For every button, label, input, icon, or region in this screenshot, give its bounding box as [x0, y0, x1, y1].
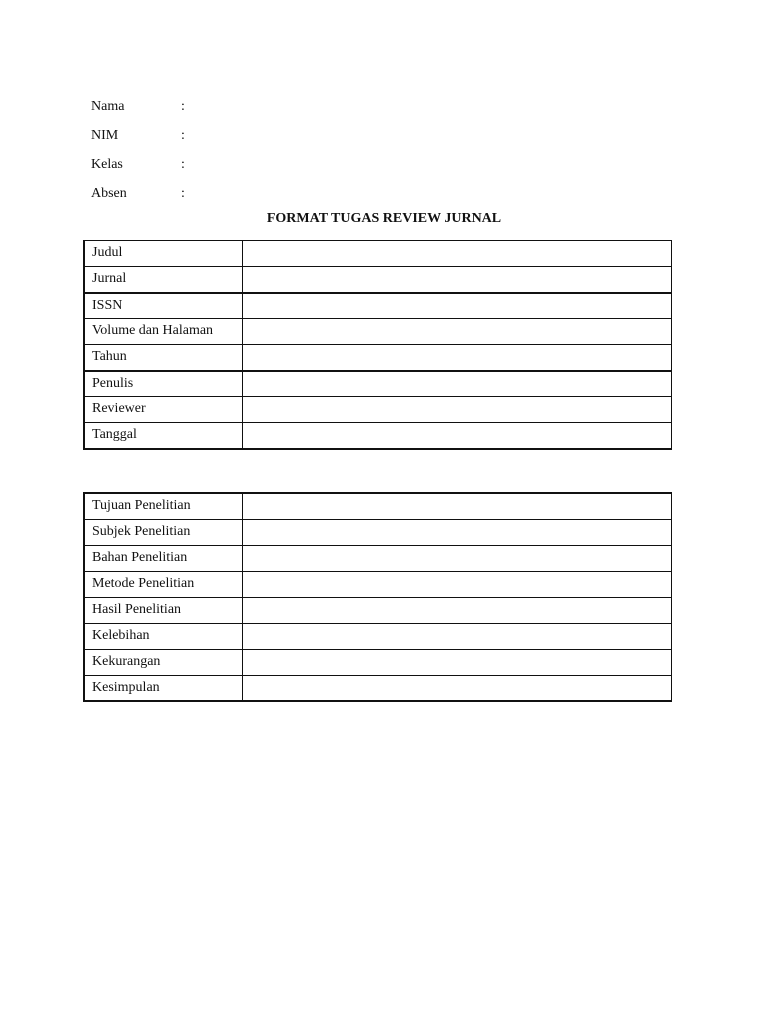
identity-row-absen [91, 179, 191, 208]
table-row [84, 571, 672, 597]
table-row [84, 623, 672, 649]
row-label: Subjek Penelitian [84, 519, 242, 545]
row-value-field[interactable] [242, 597, 672, 623]
identity-colon: : [181, 156, 185, 172]
row-value-field[interactable] [242, 319, 672, 345]
table-row [84, 545, 672, 571]
identity-label: NIM [91, 127, 119, 143]
table-row [84, 241, 672, 267]
identity-row-nama [91, 92, 191, 121]
row-value-field[interactable] [242, 371, 672, 397]
row-value-field[interactable] [242, 397, 672, 423]
row-label: Tujuan Penelitian [84, 493, 242, 519]
identity-colon: : [181, 185, 185, 201]
row-label: Bahan Penelitian [84, 545, 242, 571]
row-value-field[interactable] [242, 675, 672, 701]
table-row [84, 267, 672, 293]
row-value-field[interactable] [242, 571, 672, 597]
row-value-field[interactable] [242, 623, 672, 649]
table-row [84, 493, 672, 519]
row-value-field[interactable] [242, 293, 672, 319]
table-row [84, 675, 672, 701]
identity-block [91, 92, 191, 208]
row-value-field[interactable] [242, 241, 672, 267]
row-value-field[interactable] [242, 545, 672, 571]
row-label: Jurnal [84, 267, 242, 293]
table-row [84, 519, 672, 545]
row-value-field[interactable] [242, 423, 672, 449]
identity-row-nim [91, 121, 191, 150]
table-row [84, 371, 672, 397]
journal-info-table [83, 240, 672, 450]
row-value-field[interactable] [242, 519, 672, 545]
row-label: Penulis [84, 371, 242, 397]
row-label: Metode Penelitian [84, 571, 242, 597]
row-label: Hasil Penelitian [84, 597, 242, 623]
identity-colon: : [181, 127, 185, 143]
row-label: Reviewer [84, 397, 242, 423]
row-label: Tahun [84, 345, 242, 371]
row-value-field[interactable] [242, 493, 672, 519]
table-row [84, 345, 672, 371]
identity-row-kelas [91, 150, 191, 179]
table-row [84, 397, 672, 423]
row-value-field[interactable] [242, 345, 672, 371]
identity-label: Absen [91, 185, 127, 201]
row-label: Tanggal [84, 423, 242, 449]
row-value-field[interactable] [242, 267, 672, 293]
row-value-field[interactable] [242, 649, 672, 675]
table-row [84, 423, 672, 449]
identity-colon: : [181, 98, 185, 114]
table-row [84, 293, 672, 319]
row-label: Kelebihan [84, 623, 242, 649]
row-label: Kekurangan [84, 649, 242, 675]
identity-label: Kelas [91, 156, 123, 172]
research-review-table [83, 492, 672, 702]
table-row [84, 649, 672, 675]
row-label: ISSN [84, 293, 242, 319]
identity-label: Nama [91, 98, 125, 114]
row-label: Judul [84, 241, 242, 267]
table-row [84, 597, 672, 623]
table-row [84, 319, 672, 345]
row-label: Kesimpulan [84, 675, 242, 701]
row-label: Volume dan Halaman [84, 319, 242, 345]
document-title: FORMAT TUGAS REVIEW JURNAL [266, 211, 502, 226]
